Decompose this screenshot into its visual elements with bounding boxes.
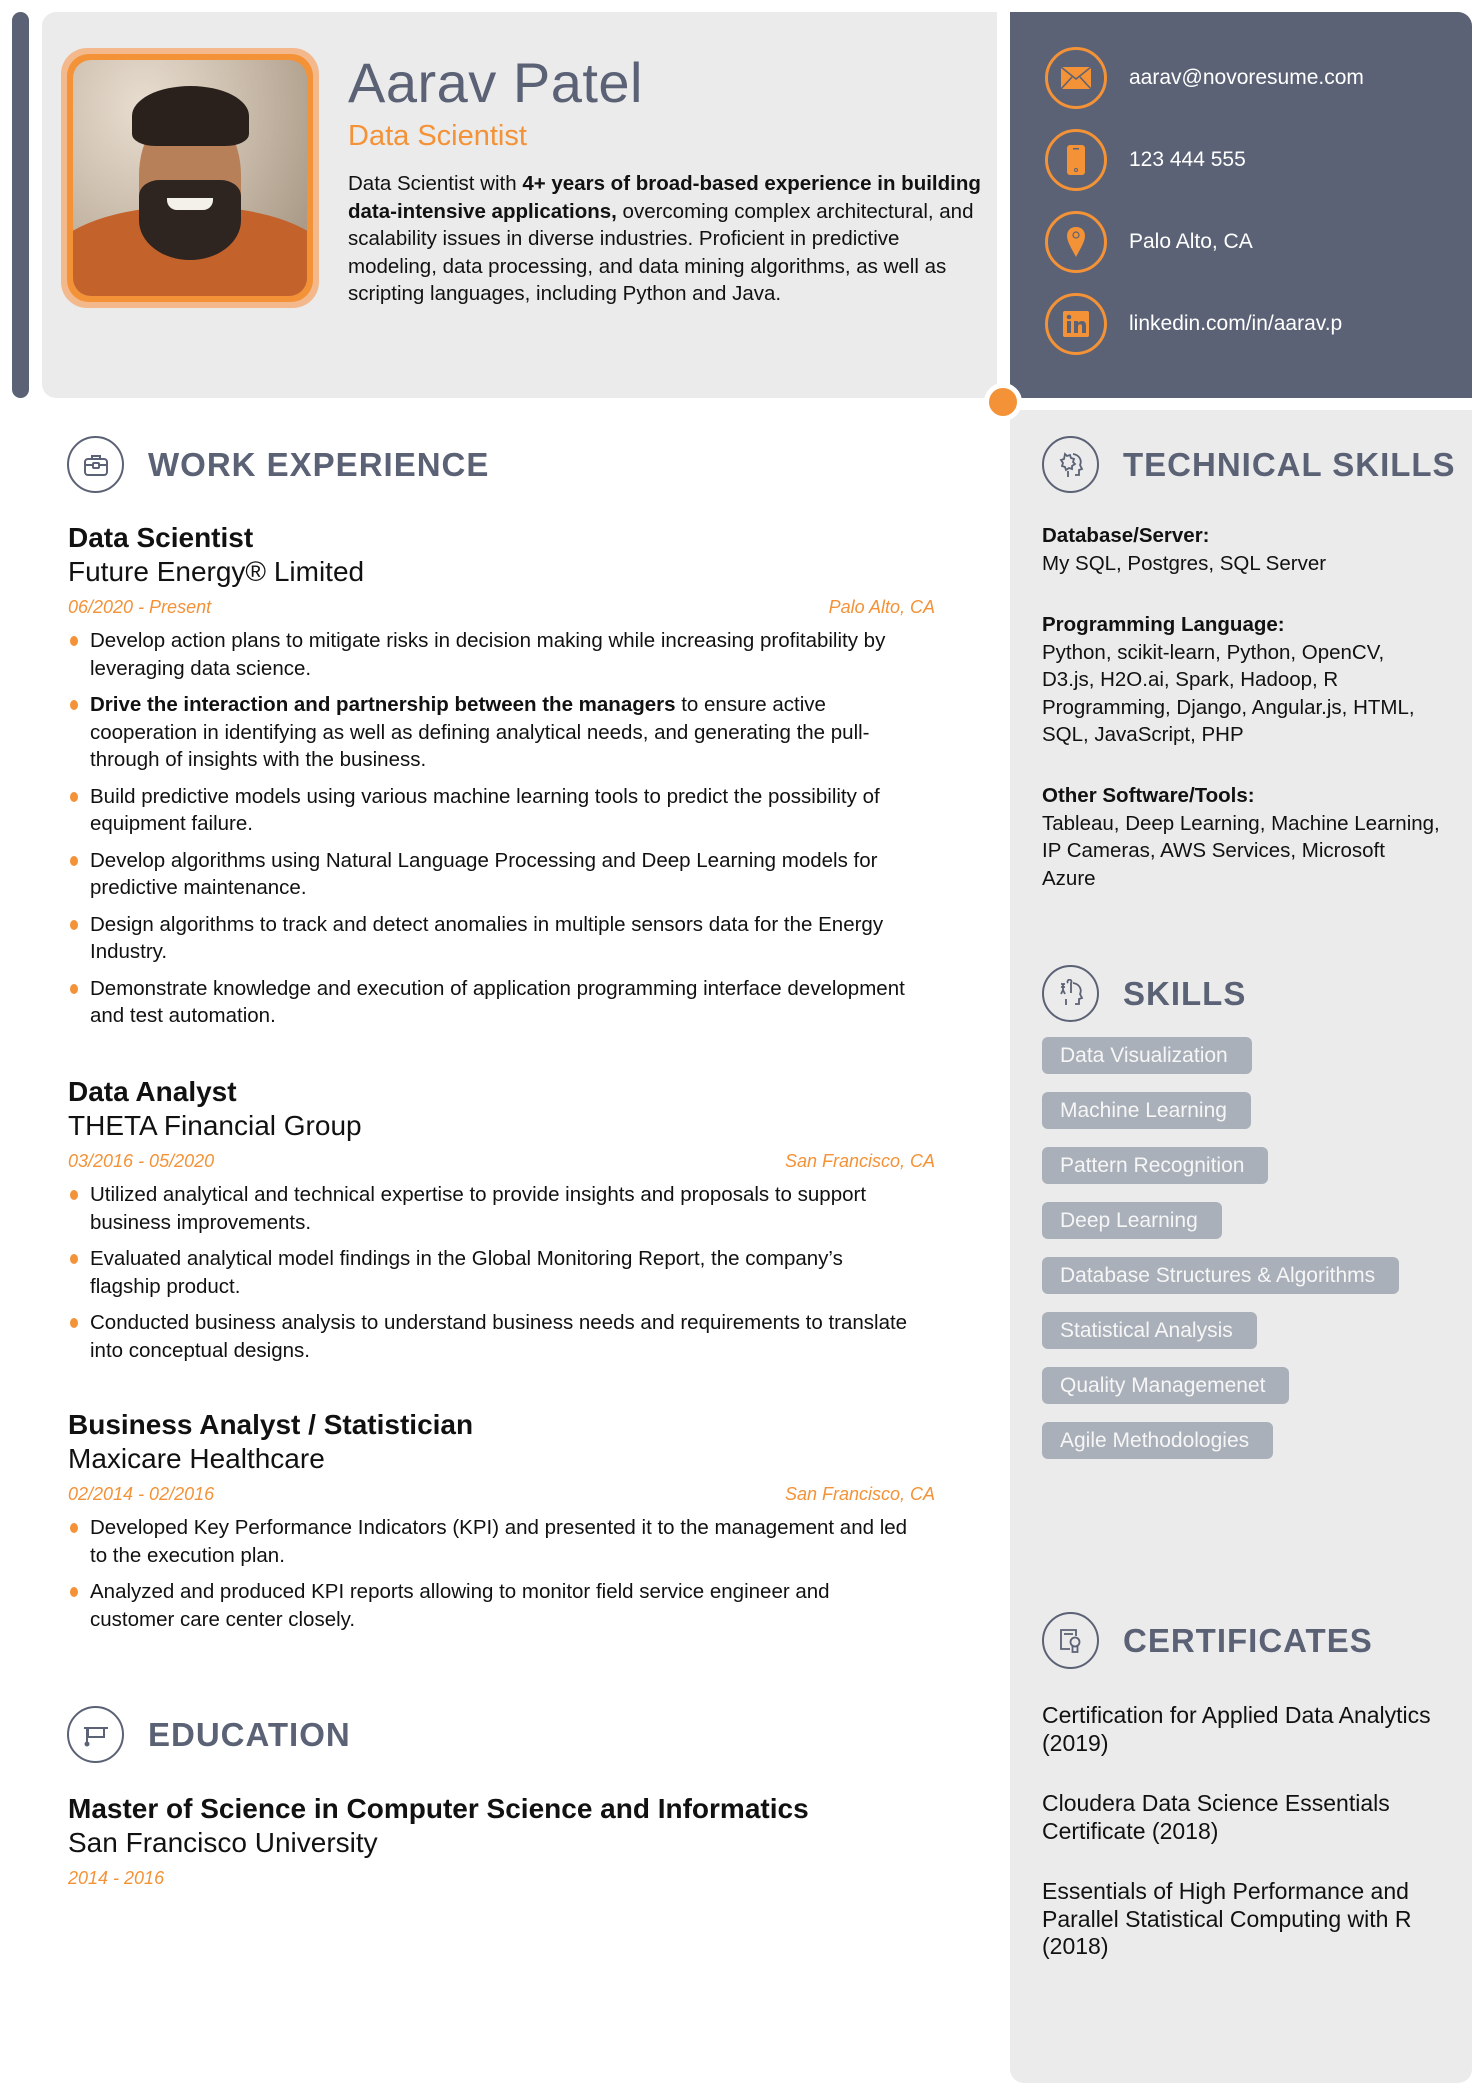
skill-tag: Quality Managemenet	[1042, 1367, 1289, 1404]
education-dates: 2014 - 2016	[68, 1868, 165, 1888]
section-title: TECHNICAL SKILLS	[1123, 445, 1456, 483]
contact-email[interactable]	[1045, 47, 1364, 109]
job-entry	[68, 1075, 935, 1373]
job-bullet: Analyzed and produced KPI reports allowing to monitor field service engineer and customer care center closely.	[68, 1578, 935, 1633]
skill-tag: Pattern Recognition	[1042, 1147, 1268, 1184]
contact-linkedin-text[interactable]: linkedin.com/in/aarav.p	[1129, 312, 1343, 335]
job-bullet: Drive the interaction and partnership between the managers to ensure active cooperation in identifying as well as defining analytical needs, and generating the pull-through of insights with the business.	[68, 691, 935, 774]
head-gear-icon	[1042, 436, 1099, 493]
job-dates: 06/2020 - Present	[68, 597, 212, 617]
skill-tag: Deep Learning	[1042, 1202, 1222, 1239]
section-technical-skills	[1042, 436, 1456, 493]
job-company: THETA Financial Group	[68, 1110, 362, 1141]
contact-linkedin[interactable]	[1045, 293, 1342, 355]
profile-photo-frame	[61, 48, 319, 308]
section-education	[67, 1706, 351, 1763]
job-dates: 02/2014 - 02/2016	[68, 1484, 215, 1504]
contact-phone-text: 123 444 555	[1129, 148, 1246, 171]
skill-tag: Statistical Analysis	[1042, 1312, 1257, 1349]
tech-skill-label: Programming Language:	[1042, 613, 1285, 636]
graduation-cap-icon	[67, 1706, 124, 1763]
job-company: Maxicare Healthcare	[68, 1443, 325, 1474]
section-title: EDUCATION	[148, 1715, 351, 1753]
section-title: CERTIFICATES	[1123, 1621, 1373, 1659]
job-role: Data Analyst	[68, 1076, 237, 1107]
profile-header	[42, 12, 997, 398]
school: San Francisco University	[68, 1827, 378, 1858]
head-tools-icon	[1042, 965, 1099, 1022]
job-location: Palo Alto, CA	[828, 597, 935, 617]
full-name: Aarav Patel	[348, 51, 643, 114]
job-bullet: Developed Key Performance Indicators (KPI) and presented it to the management and led to the execution plan.	[68, 1514, 935, 1569]
job-bullet: Build predictive models using various machine learning tools to predict the possibility of equipment failure.	[68, 783, 935, 838]
job-bullet: Design algorithms to track and detect anomalies in multiple sensors data for the Energy Industry.	[68, 911, 935, 966]
contact-panel	[1010, 12, 1472, 398]
certificate-icon	[1042, 1612, 1099, 1669]
job-bullet: Evaluated analytical model findings in the Global Monitoring Report, the company’s flagship product.	[68, 1245, 935, 1300]
section-certificates	[1042, 1612, 1373, 1669]
job-bullet: Develop action plans to mitigate risks in decision making while increasing profitability by leveraging data science.	[68, 627, 935, 682]
tech-skill-value: My SQL, Postgres, SQL Server	[1042, 551, 1327, 575]
certificate-item: Certification for Applied Data Analytics (2019)	[1042, 1702, 1431, 1756]
section-title: WORK EXPERIENCE	[148, 445, 490, 483]
summary-bold: 4+ years of broad-based experience in building data-intensive applications,	[348, 172, 981, 223]
tech-skill-group	[1042, 611, 1442, 749]
skill-tag: Agile Methodologies	[1042, 1422, 1273, 1459]
tech-skill-label: Other Software/Tools:	[1042, 784, 1255, 807]
contact-location	[1045, 211, 1253, 273]
skill-tag: Machine Learning	[1042, 1092, 1251, 1129]
tech-skill-value: Tableau, Deep Learning, Machine Learning, IP Cameras, AWS Services, Microsoft Azure	[1042, 811, 1440, 890]
linkedin-icon	[1045, 293, 1107, 355]
envelope-icon	[1045, 47, 1107, 109]
job-title: Data Scientist	[348, 120, 527, 152]
tech-skill-label: Database/Server:	[1042, 524, 1210, 547]
section-work-experience	[67, 436, 489, 493]
summary-text: Data Scientist with	[348, 172, 523, 195]
job-role: Data Scientist	[68, 522, 254, 553]
job-role: Business Analyst / Statistician	[68, 1409, 474, 1440]
skill-tag: Data Visualization	[1042, 1037, 1252, 1074]
summary-text: overcoming complex architectural, and scalability issues in diverse industries. Proficient in predictive modeling, data processing, and data mining algorithms, as well as scripting languages, including Python and Java.	[348, 199, 974, 305]
job-location: San Francisco, CA	[784, 1151, 935, 1171]
job-bullet: Conducted business analysis to understand business needs and requirements to translate into conceptual designs.	[68, 1309, 935, 1364]
contact-phone[interactable]	[1045, 129, 1246, 191]
job-location: San Francisco, CA	[784, 1484, 935, 1504]
briefcase-icon	[67, 436, 124, 493]
contact-email-text[interactable]: aarav@novoresume.com	[1129, 66, 1364, 89]
tech-skill-value: Python, scikit-learn, Python, OpenCV, D3.js, H2O.ai, Spark, Hadoop, R Programming, Django, Angular.js, HTML, SQL, JavaScript, PHP	[1042, 640, 1415, 746]
certificate-item: Essentials of High Performance and Parallel Statistical Computing with R (2018)	[1042, 1878, 1412, 1959]
education-entry	[68, 1792, 935, 1890]
job-entry	[68, 521, 935, 1039]
profile-summary	[348, 170, 988, 308]
accent-bar	[12, 12, 29, 398]
section-skills	[1042, 965, 1246, 1022]
tech-skill-group	[1042, 522, 1442, 577]
degree: Master of Science in Computer Science and Informatics	[68, 1793, 809, 1824]
job-dates: 03/2016 - 05/2020	[68, 1151, 215, 1171]
tech-skill-group	[1042, 782, 1442, 892]
decorative-dot	[984, 383, 1022, 421]
job-company: Future Energy® Limited	[68, 556, 365, 587]
certificate-item: Cloudera Data Science Essentials Certificate (2018)	[1042, 1790, 1390, 1844]
skill-tag: Database Structures & Algorithms	[1042, 1257, 1399, 1294]
job-bullet: Demonstrate knowledge and execution of application programming interface development and test automation.	[68, 975, 935, 1030]
profile-photo	[73, 60, 307, 296]
job-entry	[68, 1408, 935, 1642]
contact-location-text: Palo Alto, CA	[1129, 230, 1253, 253]
job-bullet: Utilized analytical and technical expertise to provide insights and proposals to support business improvements.	[68, 1181, 935, 1236]
location-pin-icon	[1045, 211, 1107, 273]
phone-icon	[1045, 129, 1107, 191]
section-title: SKILLS	[1123, 974, 1247, 1012]
job-bullet: Develop algorithms using Natural Language Processing and Deep Learning models for predictive maintenance.	[68, 847, 935, 902]
